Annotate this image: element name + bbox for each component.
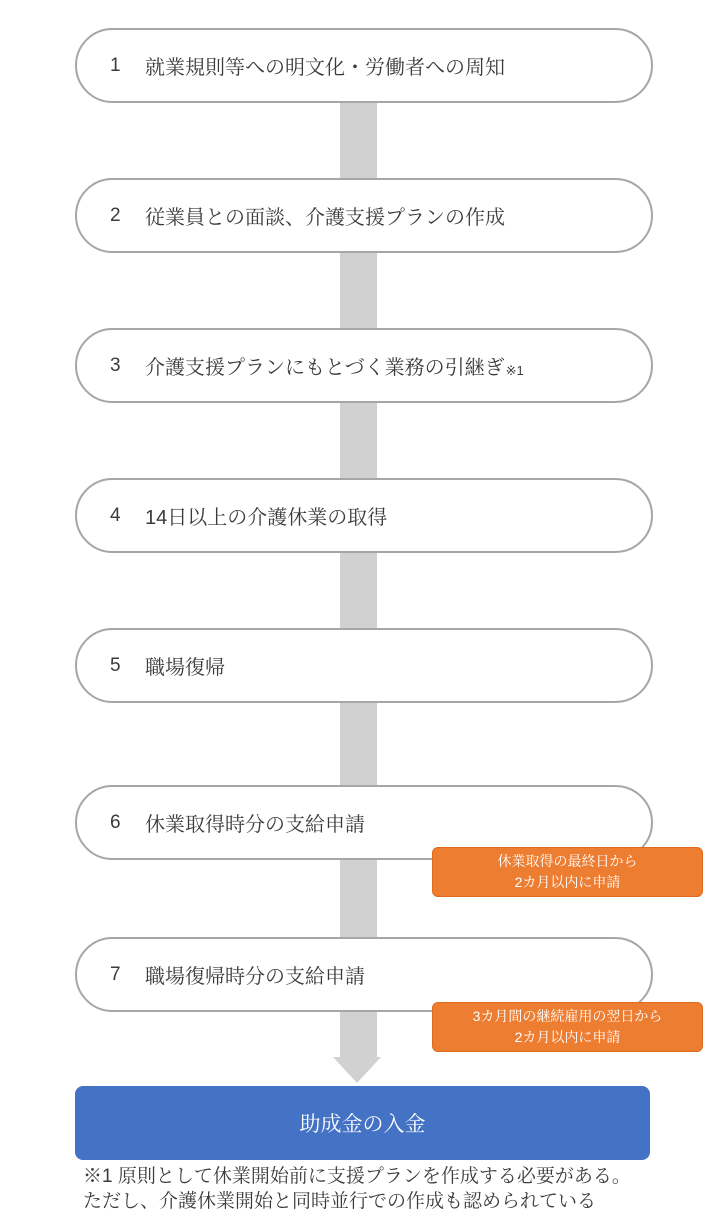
callout-line: 2カ月以内に申請: [514, 1029, 621, 1045]
step-box-5: [75, 628, 653, 703]
step-box-7: [75, 937, 653, 1012]
step-number: 5: [110, 654, 121, 676]
callout-line: 2カ月以内に申請: [514, 874, 621, 890]
step-label: 14日以上の介護休業の取得: [145, 507, 388, 529]
footnote: [83, 1164, 631, 1214]
result-label: 助成金の入金: [299, 1113, 426, 1136]
step-label: 従業員との面談、介護支援プランの作成: [145, 207, 505, 229]
deadline-callout-step6: [432, 847, 703, 897]
step-label: 介護支援プランにもとづく業務の引継ぎ: [145, 357, 505, 379]
step-number: 3: [110, 354, 121, 376]
footnote-line: ※1 原則として休業開始前に支援プランを作成する必要がある。: [83, 1166, 631, 1187]
flow-arrow-head-icon: [333, 1057, 381, 1083]
step-number: 7: [110, 963, 121, 985]
step-box-2: [75, 178, 653, 253]
deadline-callout-step7: [432, 1002, 703, 1052]
step-box-1: [75, 28, 653, 103]
step-number: 6: [110, 811, 121, 833]
callout-line: 休業取得の最終日から: [497, 853, 638, 869]
step-label: 職場復帰時分の支給申請: [145, 966, 365, 988]
step-box-4: [75, 478, 653, 553]
callout-line: 3カ月間の継続雇用の翌日から: [472, 1008, 663, 1024]
step-label: 休業取得時分の支給申請: [145, 814, 365, 836]
step-number: 4: [110, 504, 121, 526]
step-box-3: [75, 328, 653, 403]
step-label: 就業規則等への明文化・労働者への周知: [145, 57, 505, 79]
step-number: 2: [110, 204, 121, 226]
step-label: 職場復帰: [145, 657, 225, 679]
footnote-line: ただし、介護休業開始と同時並行での作成も認められている: [83, 1191, 597, 1212]
footnote-marker: ※1: [505, 362, 524, 378]
step-number: 1: [110, 54, 121, 76]
result-box: [75, 1086, 650, 1160]
